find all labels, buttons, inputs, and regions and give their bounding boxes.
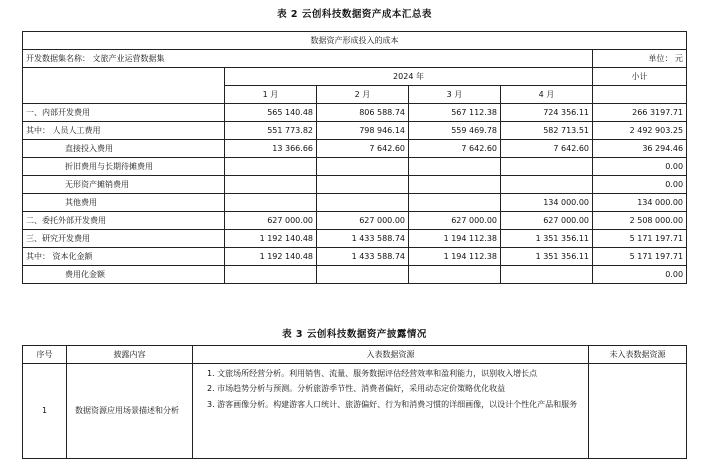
cell-value: [225, 266, 317, 284]
row-label: 三、研究开发费用: [23, 230, 225, 248]
listed-resources-cell: [193, 364, 589, 459]
list-item: 2. 市场趋势分析与预测。分析旅游季节性、消费者偏好，采用动态定价策略优化收益: [207, 384, 506, 394]
cell-value: 1 194 112.38: [409, 230, 501, 248]
cost-summary-table: [22, 31, 687, 284]
unit-label: 单位： 元: [593, 50, 687, 68]
row-total: 0.00: [593, 266, 687, 284]
cell-value: 1 192 140.48: [225, 230, 317, 248]
row-total: 36 294.46: [593, 140, 687, 158]
row-label: 其中： 资本化金额: [23, 248, 225, 266]
row-total: 2 508 000.00: [593, 212, 687, 230]
row-index: 1: [23, 364, 67, 459]
cell-value: 724 356.11: [501, 104, 593, 122]
cell-value: [317, 194, 409, 212]
table-row: [23, 266, 687, 284]
subtotal-header-blank: [593, 86, 687, 104]
cell-value: 13 366.66: [225, 140, 317, 158]
cell-value: [501, 158, 593, 176]
cell-value: 627 000.00: [409, 212, 501, 230]
cell-value: 559 469.78: [409, 122, 501, 140]
cell-value: 806 588.74: [317, 104, 409, 122]
row-total: 5 171 197.71: [593, 248, 687, 266]
list-item: 3. 游客画像分析。构建游客人口统计、旅游偏好、行为和消费习惯的详细画像，以设计个性化产品和服务: [207, 399, 578, 409]
row-total: 5 171 197.71: [593, 230, 687, 248]
header-content: 披露内容: [67, 346, 193, 364]
cell-value: 582 713.51: [501, 122, 593, 140]
cell-value: [409, 266, 501, 284]
cell-value: [409, 176, 501, 194]
cell-value: [317, 266, 409, 284]
cell-value: [501, 176, 593, 194]
table-row: [23, 212, 687, 230]
cell-value: [225, 158, 317, 176]
month-header: 2 月: [317, 86, 409, 104]
row-total: 2 492 903.25: [593, 122, 687, 140]
cell-value: [225, 176, 317, 194]
disclosure-table: [22, 345, 687, 459]
cell-value: 627 000.00: [501, 212, 593, 230]
table-row: [23, 104, 687, 122]
table-row: [23, 364, 687, 459]
table-row: [23, 194, 687, 212]
year-header: 2024 年: [225, 68, 593, 86]
cell-value: 7 642.60: [317, 140, 409, 158]
row-label: 直接投入费用: [23, 140, 225, 158]
unlisted-resources-cell: [589, 364, 687, 459]
cell-value: [409, 194, 501, 212]
cell-value: [317, 158, 409, 176]
month-header: 4 月: [501, 86, 593, 104]
cell-value: [409, 158, 501, 176]
cell-value: 1 351 356.11: [501, 248, 593, 266]
cell-value: [225, 194, 317, 212]
table-row: [23, 176, 687, 194]
list-item: 1. 文旅场所经营分析。利用销售、流量、服务数据评估经营效率和盈利能力，识别收入增长点: [207, 369, 538, 378]
table3-caption: 表 3 云创科技数据资产披露情况: [282, 329, 427, 340]
row-label: 折旧费用与长期待摊费用: [23, 158, 225, 176]
cell-value: 551 773.82: [225, 122, 317, 140]
cell-value: [317, 176, 409, 194]
header-blank: [23, 68, 225, 104]
header-index: 序号: [23, 346, 67, 364]
cell-value: 567 112.38: [409, 104, 501, 122]
cell-value: 134 000.00: [501, 194, 593, 212]
row-total: 0.00: [593, 176, 687, 194]
cell-value: 1 433 588.74: [317, 248, 409, 266]
month-header: 1 月: [225, 86, 317, 104]
cell-value: 798 946.14: [317, 122, 409, 140]
cell-value: 1 192 140.48: [225, 248, 317, 266]
row-label: 其中： 人员人工费用: [23, 122, 225, 140]
cell-value: 7 642.60: [409, 140, 501, 158]
subtotal-header: 小计: [593, 68, 687, 86]
row-total: 0.00: [593, 158, 687, 176]
table-row: [23, 158, 687, 176]
month-header: 3 月: [409, 86, 501, 104]
row-label: 一、内部开发费用: [23, 104, 225, 122]
row-total: 134 000.00: [593, 194, 687, 212]
table-row: [23, 140, 687, 158]
table-row: [23, 230, 687, 248]
table-row: [23, 248, 687, 266]
row-label: 无形资产摊销费用: [23, 176, 225, 194]
row-label: 其他费用: [23, 194, 225, 212]
cell-value: [501, 266, 593, 284]
header-listed-resources: 入表数据资源: [193, 346, 589, 364]
disclosure-content: 数据资源应用场景描述和分析: [67, 364, 193, 459]
row-label: 费用化金额: [23, 266, 225, 284]
section-title: 数据资产形成投入的成本: [23, 32, 687, 50]
dataset-name: 开发数据集名称： 文旅产业运营数据集: [23, 50, 593, 68]
cell-value: 7 642.60: [501, 140, 593, 158]
cell-value: 627 000.00: [317, 212, 409, 230]
cell-value: 1 194 112.38: [409, 248, 501, 266]
row-total: 266 3197.71: [593, 104, 687, 122]
cell-value: 565 140.48: [225, 104, 317, 122]
cell-value: 627 000.00: [225, 212, 317, 230]
table2-caption: 表 2 云创科技数据资产成本汇总表: [277, 9, 432, 20]
table-row: [23, 122, 687, 140]
cell-value: 1 351 356.11: [501, 230, 593, 248]
row-label: 二、委托外部开发费用: [23, 212, 225, 230]
cell-value: 1 433 588.74: [317, 230, 409, 248]
header-unlisted-resources: 未入表数据资源: [589, 346, 687, 364]
